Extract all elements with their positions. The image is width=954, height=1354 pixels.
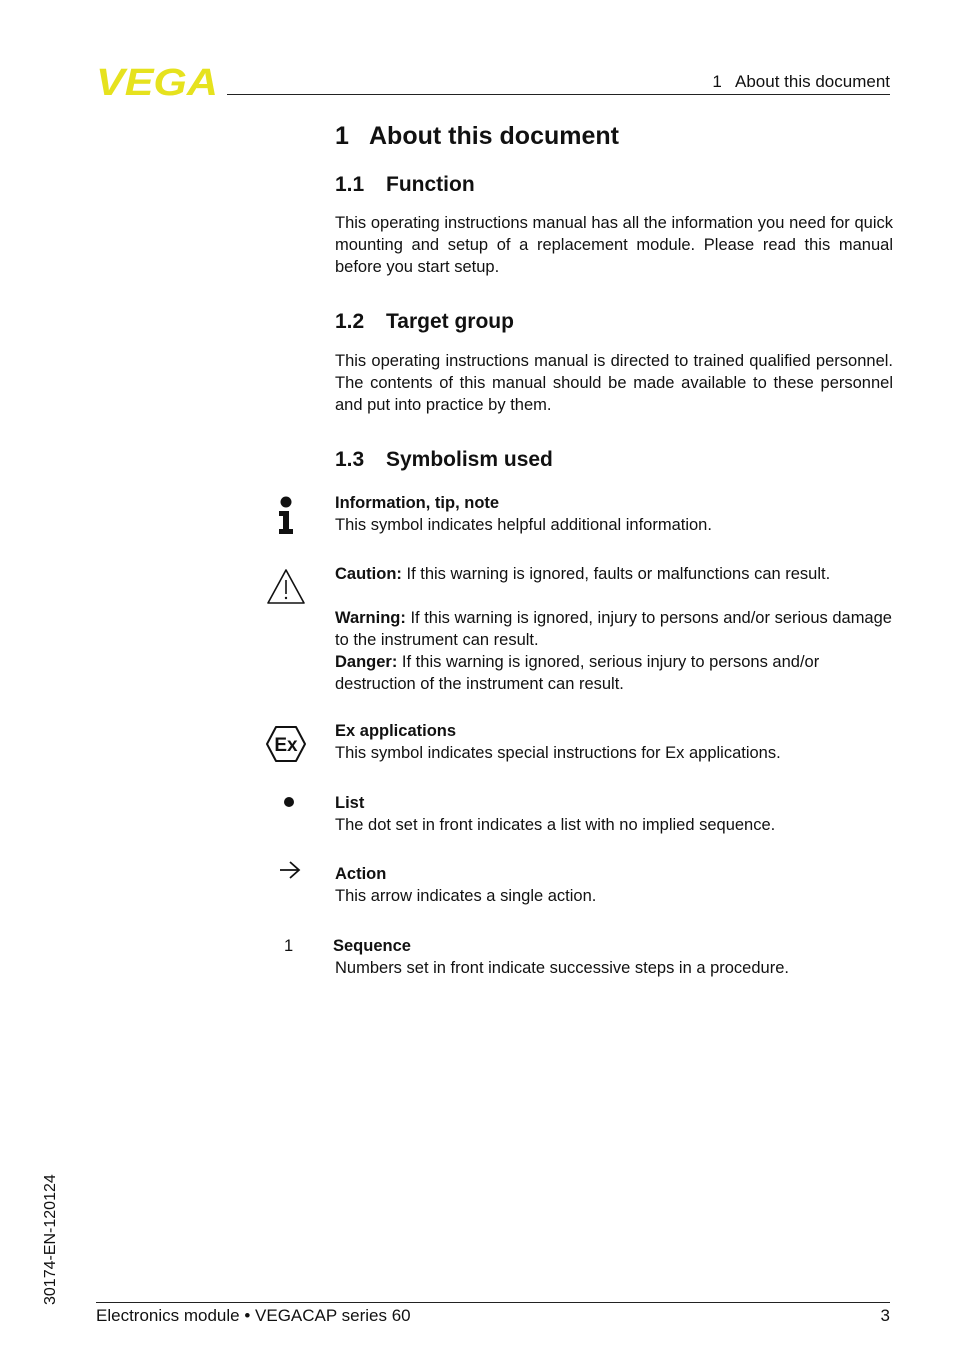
arrow-right-icon: [278, 860, 302, 880]
footer-rule: [96, 1302, 890, 1303]
section-heading-symbolism: [335, 448, 553, 472]
sequence-text: Numbers set in front indicate successive steps in a procedure.: [335, 959, 789, 977]
vega-logo: [96, 64, 220, 98]
footer-product: Electronics module • VEGACAP series 60: [96, 1306, 411, 1325]
sequence-symbol-description: [333, 935, 893, 979]
target-group-paragraph: This operating instructions manual is directed to trained qualified personnel. The contents of this manual should be made available to these personnel and put into practice by them.: [335, 352, 893, 414]
action-text: This arrow indicates a single action.: [335, 887, 597, 905]
page-number: 3: [880, 1306, 890, 1325]
caution-entry: [335, 563, 833, 585]
warning-label: Warning:: [335, 609, 406, 627]
sequence-title: Sequence: [333, 937, 411, 955]
chapter-number: 1: [335, 122, 349, 150]
section-number: 1.2: [335, 310, 365, 333]
section-title: Target group: [386, 310, 514, 333]
list-text: The dot set in front indicates a list with no implied sequence.: [335, 816, 776, 834]
ex-symbol-description: [335, 720, 895, 764]
info-title: Information, tip, note: [335, 494, 500, 512]
list-title: List: [335, 794, 365, 812]
danger-label: Danger:: [335, 653, 398, 671]
warning-triangle-icon: [266, 568, 306, 606]
header-rule: [227, 94, 890, 95]
danger-text: If this warning is ignored, serious injury to persons and/or destruction of the instrument can result.: [335, 653, 820, 693]
sequence-marker: 1: [284, 937, 294, 955]
ex-title: Ex applications: [335, 722, 457, 740]
action-title: Action: [335, 865, 387, 883]
warning-symbol-description: [335, 563, 833, 585]
warning-entry: [335, 607, 895, 651]
info-icon: [276, 496, 296, 536]
info-text: This symbol indicates helpful additional information.: [335, 516, 712, 534]
svg-text:Ex: Ex: [274, 735, 298, 756]
warning-text: If this warning is ignored, injury to persons and/or serious damage to the instrument can result.: [335, 609, 892, 649]
function-paragraph: This operating instructions manual has all the information you need for quick mounting and setup of a replacement module. Please read this manual before you start setup.: [335, 214, 893, 276]
section-number: 1.3: [335, 448, 365, 471]
action-symbol-description: [335, 863, 895, 907]
section-heading-function: [335, 173, 475, 197]
section-heading-target-group: [335, 310, 514, 334]
chapter-heading: [335, 122, 619, 151]
danger-entry: [335, 651, 895, 695]
chapter-title: About this document: [369, 122, 619, 150]
caution-label: Caution:: [335, 565, 402, 583]
section-title: Symbolism used: [386, 448, 553, 471]
ex-text: This symbol indicates special instructions for Ex applications.: [335, 744, 781, 762]
caution-text: If this warning is ignored, faults or malfunctions can result.: [401, 565, 831, 583]
section-title: Function: [386, 173, 475, 196]
svg-text:VEGA: VEGA: [96, 64, 218, 98]
document-code: 30174-EN-120124: [42, 1174, 59, 1305]
warning-entries: [335, 607, 895, 695]
bullet-dot-icon: [284, 797, 294, 807]
info-symbol-description: [335, 492, 895, 536]
header-section-title: 1 About this document: [712, 72, 890, 91]
list-symbol-description: [335, 792, 895, 836]
section-number: 1.1: [335, 173, 365, 196]
ex-hexagon-icon: [265, 725, 307, 763]
